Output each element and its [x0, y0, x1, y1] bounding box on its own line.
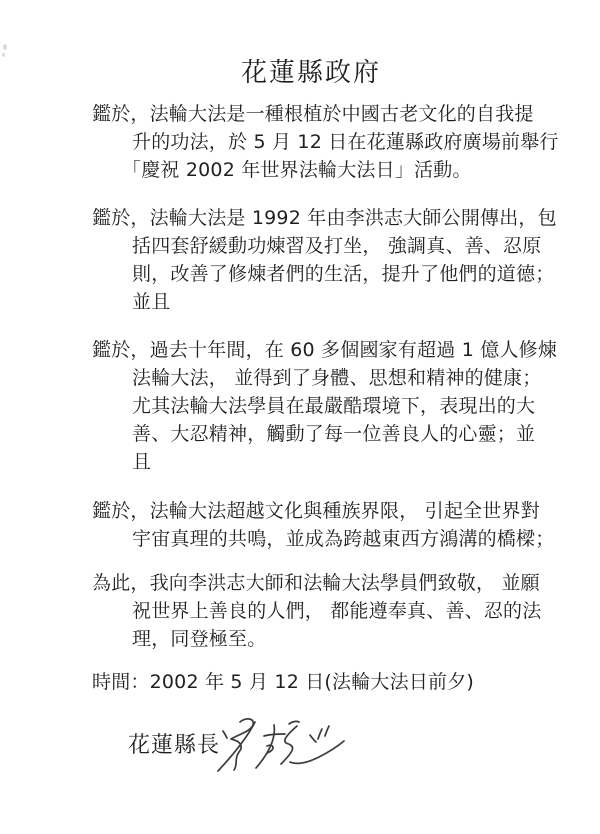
paragraph-4-line-1: 鑑於，法輪大法超越文化與種族界限， 引起全世界對	[92, 500, 540, 522]
paragraph-2-line-2: 括四套舒緩動功煉習及打坐， 強調真、善、忍原	[132, 235, 542, 257]
paragraph-5-line-2: 祝世界上善良的人們， 都能遵奉真、善、忍的法	[132, 600, 542, 622]
paragraph-5	[92, 569, 554, 653]
paragraph-2	[92, 204, 557, 316]
date-line: 時間：2002 年 5 月 12 日(法輪大法日前夕)	[92, 671, 475, 693]
paragraph-2-line-4: 並且	[132, 291, 171, 313]
scan-artifact-speck	[2, 53, 5, 57]
mayor-signature-handwriting-icon	[210, 712, 350, 778]
paragraph-3-line-3: 尤其法輪大法學員在最嚴酷環境下，表現出的大	[132, 395, 536, 417]
paragraph-1	[92, 100, 559, 184]
scan-artifact-speck	[3, 44, 7, 50]
paragraph-4	[92, 497, 554, 553]
paragraph-3-line-4: 善、大忍精神，觸動了每一位善良人的心靈；並	[132, 423, 536, 445]
paragraph-4-line-2: 宇宙真理的共鳴，並成為跨越東西方鴻溝的橋樑；	[132, 528, 555, 550]
paragraph-5-line-1: 為此，我向李洪志大師和法輪大法學員們致敬， 並願	[92, 572, 540, 594]
paragraph-3-line-1: 鑑於，過去十年間，在 60 多個國家有超過 1 億人修煉	[92, 339, 558, 361]
paragraph-1-line-2: 升的功法，於 5 月 12 日在花蓮縣政府廣場前舉行	[132, 131, 559, 153]
signature-title-label: 花蓮縣長	[128, 733, 221, 758]
paragraph-3-line-2: 法輪大法， 並得到了身體、思想和精神的健康；	[132, 367, 542, 389]
paragraph-5-line-3: 理，同登極至。	[132, 628, 267, 650]
paragraph-3	[92, 336, 558, 476]
page-title: 花蓮縣政府	[240, 58, 381, 88]
paragraph-2-line-1: 鑑於，法輪大法是 1992 年由李洪志大師公開傳出，包	[92, 207, 557, 229]
paragraph-2-line-3: 則，改善了修煉者們的生活，提升了他們的道德；	[132, 263, 555, 285]
paragraph-1-line-3: 「慶祝 2002 年世界法輪大法日」活動。	[122, 159, 472, 181]
paragraph-1-line-1: 鑑於，法輪大法是一種根植於中國古老文化的自我提	[92, 103, 534, 125]
paragraph-3-line-5: 且	[132, 451, 152, 473]
